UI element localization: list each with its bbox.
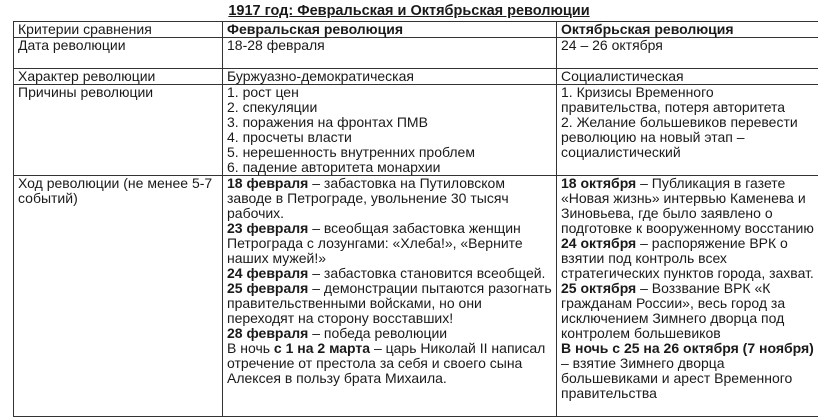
page-title: 1917 год: Февральская и Октябрьская революции bbox=[0, 0, 818, 22]
cause-item: 1. Кризисы Временного bbox=[561, 85, 818, 100]
row-causes-label: Причины революции bbox=[14, 85, 223, 176]
cause-item: 3. поражения на фронтах ПМВ bbox=[227, 115, 552, 130]
event-item bbox=[227, 266, 552, 281]
event-text: – Воззвание ВРК «К гражданам России», весь город за исключением Зимнего дворца под контролем большевиков bbox=[561, 280, 785, 341]
event-item bbox=[561, 176, 818, 236]
event-text: – забастовка становится всеобщей. bbox=[308, 265, 545, 281]
row-character-february: Буржуазно-демократическая bbox=[223, 69, 557, 85]
row-causes-october bbox=[557, 85, 818, 176]
event-text: – взятие Зимнего дворца большевиками и арест Временного правительства bbox=[561, 355, 792, 401]
row-date bbox=[14, 38, 818, 69]
event-date: 18 октября bbox=[561, 176, 636, 192]
event-date: с 1 на 2 марта bbox=[274, 340, 370, 356]
event-text: – забастовка на Путиловском заводе в Петрограде, увольнение 30 тысяч рабочих. bbox=[227, 176, 509, 222]
event-item bbox=[227, 281, 552, 326]
event-text: – Публикация в газете «Новая жизнь» интервью Каменева и Зиновьева, где было заявлено о подготовке к вооруженному восстанию bbox=[561, 176, 814, 237]
row-course-october bbox=[557, 176, 818, 417]
row-date-october: 24 – 26 октября bbox=[557, 38, 818, 69]
event-date: 25 октября bbox=[561, 280, 636, 296]
row-course bbox=[14, 176, 818, 417]
row-character bbox=[14, 69, 818, 85]
event-item bbox=[561, 236, 818, 281]
event-date: 18 февраля bbox=[227, 176, 308, 192]
comparison-table bbox=[13, 21, 818, 417]
cause-item: 4. просчеты власти bbox=[227, 130, 552, 145]
cause-item: 2. спекуляции bbox=[227, 100, 552, 115]
cause-item: 1. рост цен bbox=[227, 85, 552, 100]
header-criteria: Критерии сравнения bbox=[14, 22, 223, 38]
header-february: Февральская революция bbox=[223, 22, 557, 38]
event-item bbox=[227, 176, 552, 221]
row-date-label: Дата революции bbox=[14, 38, 223, 69]
row-causes bbox=[14, 85, 818, 176]
cause-item: 2. Желание большевиков перевести bbox=[561, 115, 818, 130]
event-date: 24 октября bbox=[561, 235, 636, 251]
event-item bbox=[227, 221, 552, 266]
event-date: В ночь с 25 на 26 октября (7 ноября) bbox=[561, 340, 814, 356]
row-date-february: 18-28 февраля bbox=[223, 38, 557, 69]
cause-item: 6. падение авторитета монархии bbox=[227, 160, 552, 175]
event-text: – демонстрации пытаются разогнать правительственными войсками, но они переходят на сторону восставших! bbox=[227, 280, 552, 326]
event-item bbox=[561, 341, 818, 401]
event-date: 25 февраля bbox=[227, 280, 308, 296]
event-date: 23 февраля bbox=[227, 220, 308, 236]
header-october: Октябрьская революция bbox=[557, 22, 818, 38]
event-item bbox=[227, 341, 552, 386]
event-text: – распоряжение ВРК о взятии под контроль всех стратегических пунктов города, захват. bbox=[561, 235, 814, 281]
row-causes-february bbox=[223, 85, 557, 176]
event-text: – царь Николай II написал отречение от престола за себя и своего сына Алексея в пользу брата Михаила. bbox=[227, 340, 545, 386]
cause-item: революцию на новый этап – bbox=[561, 130, 818, 145]
event-text: – всеобщая забастовка женщин Петрограда с лозунгами: «Хлеба!», «Верните наших мужей!» bbox=[227, 220, 523, 266]
cause-item: социалистический bbox=[561, 145, 818, 160]
event-date: 28 февраля bbox=[227, 325, 308, 341]
row-character-label: Характер революции bbox=[14, 69, 223, 85]
event-prefix: В ночь bbox=[227, 340, 274, 356]
cause-item: 5. нерешенность внутренних проблем bbox=[227, 145, 552, 160]
event-text: – победа революции bbox=[308, 325, 447, 341]
cause-item: правительства, потеря авторитета bbox=[561, 100, 818, 115]
row-character-october: Социалистическая bbox=[557, 69, 818, 85]
event-item bbox=[561, 281, 818, 341]
event-date: 24 февраля bbox=[227, 265, 308, 281]
row-course-february bbox=[223, 176, 557, 417]
event-item bbox=[227, 326, 552, 341]
header-row bbox=[14, 22, 818, 38]
row-course-label: Ход революции (не менее 5-7 событий) bbox=[14, 176, 223, 417]
